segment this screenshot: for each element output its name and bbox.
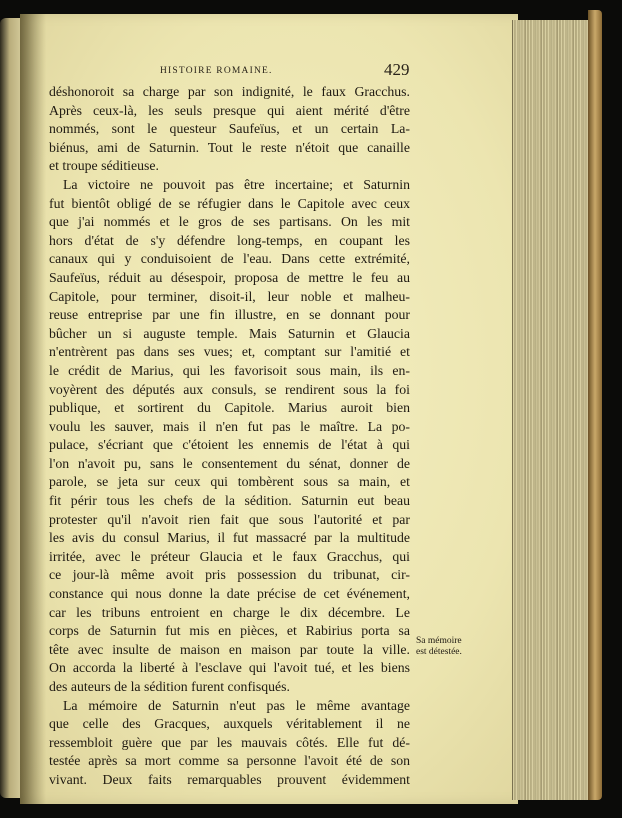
text-line: tête avec insulte de maison en maison par toute la ville. [49,641,410,657]
body-text [49,83,410,790]
text-line: ressembloit guère que par les mauvais côtés. Elle fut dé- [49,734,410,750]
text-line: Après ceux-là, les seuls presque qui aient mérité d'être [49,102,410,118]
margin-note-line: Sa mémoire [416,636,462,646]
text-line: testée après sa mort comme sa personne l'avoit été de son [49,753,410,769]
text-line: voulu les sauver, mais il n'en fut pas le maître. La po- [49,418,410,434]
text-line: Capitole, pour terminer, disoit-il, leur noble et malheu- [49,288,410,304]
text-line: car les tribuns entroient en charge le dix décembre. Le [49,604,410,620]
text-line: et troupe séditieuse. [49,158,159,174]
text-line: constance qui nous donne la date précise de cet événement, [49,586,410,602]
text-line: l'on n'avoit pu, sans le consentement du sénat, donner de [49,455,410,471]
page-number: 429 [384,60,410,79]
text-line: protester qu'il n'avoit rien fait que sous l'autorité et par [49,511,410,527]
page-stack-edge [512,20,593,800]
text-line: que celle des Gracques, auxquels véritablement il ne [49,716,410,732]
text-line: canaux qui y conduisoient de l'eau. Dans cette extrémité, [49,251,410,267]
text-line: On accorda la liberté à l'esclave qui l'avoit tué, et les biens [49,660,410,676]
text-line: vivant. Deux faits remarquables prouvent évidemment [49,771,410,787]
text-line: ce jour-là même avoit pris possession du tribunat, cir- [49,567,410,583]
text-line: publique, et sortirent du Capitole. Marius auroit bien [49,400,410,416]
book-cover-edge [588,10,602,800]
text-line: que j'ai nommés et le gros de ses partisans. On les mit [49,214,410,230]
text-line: le crédit de Marius, qui les favorisoit sous main, ils en- [49,362,410,378]
text-line: parole, se jeta sur ceux qui tombèrent sous sa main, et [49,474,410,490]
text-line: fit périr tous les chefs de la sédition. Saturnin eut beau [49,493,410,509]
text-line: les avis du consul Marius, il fut massacré par la multitude [49,530,410,546]
gutter-shadow [20,14,46,804]
text-line: nommés, sont le questeur Saufeïus, et un certain La- [49,121,410,137]
text-line: fut bientôt obligé de se réfugier dans le Capitole avec ceux [49,195,410,211]
margin-note-line: est détestée. [416,647,462,657]
text-line: voyèrent des députés aux consuls, se rendirent sous la foi [49,381,410,397]
text-line: n'entrèrent pas dans ses vues; et, comptant sur l'amitié et [49,344,410,360]
text-line: pulace, s'écriant que c'étoient les ennemis de l'état à qui [49,437,410,453]
text-line: bûcher un si auguste temple. Mais Saturnin et Glaucia [49,325,410,341]
text-line: des auteurs de la sédition furent confisqués. [49,679,290,694]
text-line: hors d'état de s'y défendre long-temps, en coupant les [49,232,410,248]
text-line: reuse entreprise par une fin illustre, en se donnant pour [49,307,410,323]
text-line: irritée, avec le préteur Glaucia et le faux Gracchus, qui [49,548,410,564]
text-line: déshonoroit sa charge par son indignité, le faux Gracchus. [49,84,410,99]
text-line: La victoire ne pouvoit pas être incertaine; et Saturnin [63,176,410,192]
text-line: corps de Saturnin fut mis en pièces, et Rabirius porta sa [49,623,410,639]
text-line: La mémoire de Saturnin n'eut pas le même avantage [63,697,410,713]
running-title: HISTOIRE ROMAINE. [160,66,273,76]
text-line: biénus, ami de Saturnin. Tout le reste n'étoit que canaille [49,139,410,155]
text-line: Saufeïus, réduit au désespoir, proposa de mettre le feu au [49,269,410,285]
margin-note [416,636,478,658]
running-head [0,60,622,80]
